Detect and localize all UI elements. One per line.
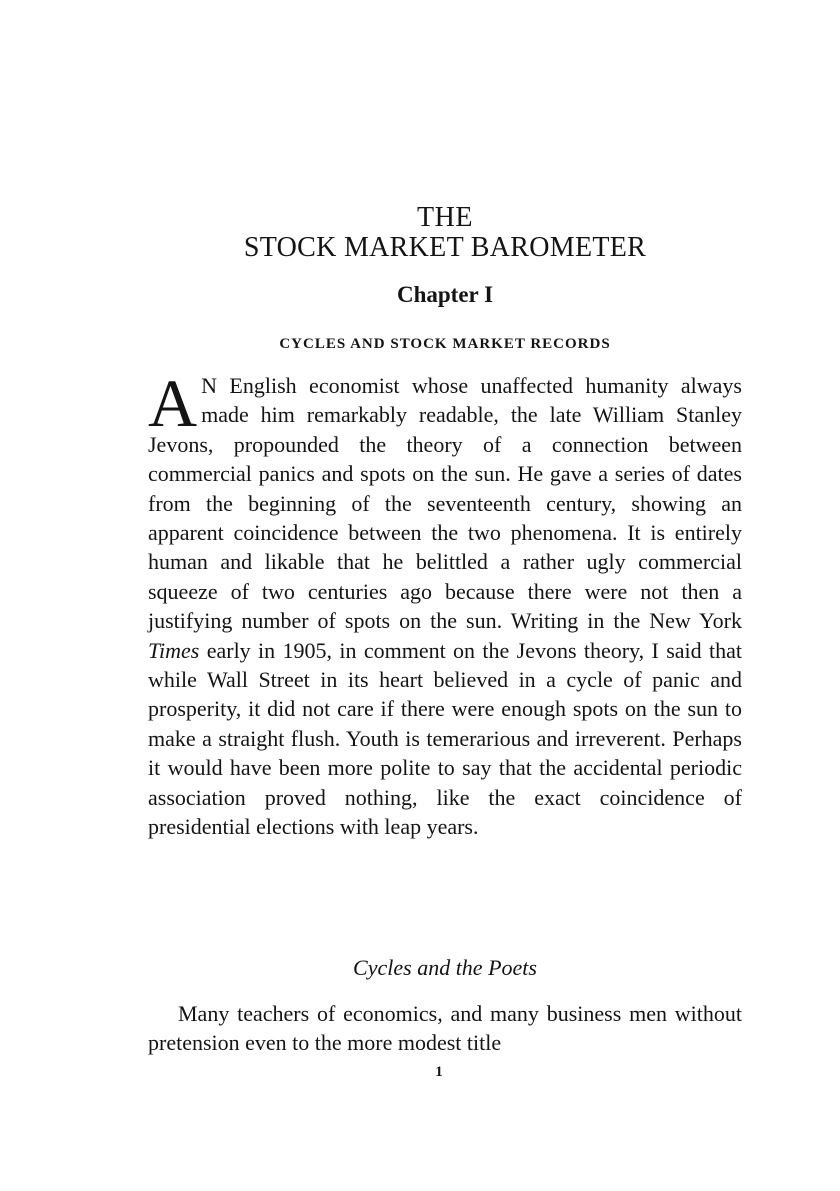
paragraph-text: N English economist whose unaffected humanity always made him remarkably readable, the late William Stanley Jevons, propounded the theory of a connection between commercial panics and spots on the sun. He gave a series of dates from the beginning of the seventeenth century, showing an apparent coincidence between the two phenomena. It is entirely human and likable that he belittled a rather ugly commercial squeeze of two centuries ago because there were not then a justifying number of spots on the sun. Writing in the New York xyxy=(148,373,742,634)
italic-title: Times xyxy=(148,637,200,663)
chapter-label: Chapter I xyxy=(396,282,494,307)
book-title-line-2: STOCK MARKET BAROMETER xyxy=(243,232,647,263)
book-title-line-1: THE xyxy=(417,202,473,233)
page-number: 1 xyxy=(435,1064,443,1080)
paragraph-text-end: early in 1905, in comment on the Jevons theory, I said that while Wall Street in its heart believed in a cycle of panic and prosperity, it did not care if there were enough spots on the sun to make a straight flush. Youth is temerarious and irreverent. Perhaps it would have been more polite to say that the accidental periodic association proved nothing, like the exact coincidence of presidential elections with leap years. xyxy=(148,637,742,840)
second-paragraph-text: Many teachers of economics, and many business men without pretension even to the more modest title xyxy=(148,1001,742,1056)
second-paragraph xyxy=(148,999,742,1058)
chapter-heading: CYCLES AND STOCK MARKET RECORDS xyxy=(279,336,611,352)
section-heading-cycles-and-poets: Cycles and the Poets xyxy=(353,955,537,980)
drop-cap: A xyxy=(148,365,198,441)
opening-paragraph xyxy=(148,365,742,842)
